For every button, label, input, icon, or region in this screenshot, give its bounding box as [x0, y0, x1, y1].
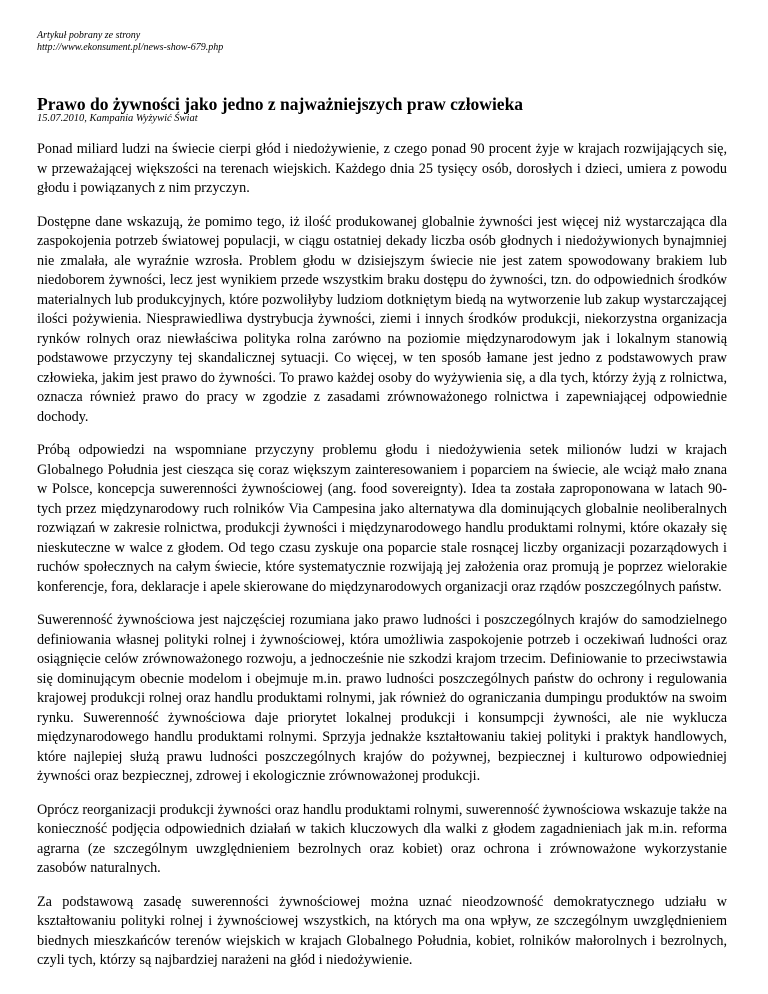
- document-page: [37, 30, 727, 985]
- paragraph-3: Próbą odpowiedzi na wspomniane przyczyny problemu głodu i niedożywienia setek milionów ludzi w krajach Globalnego Południa jest ciesząca się coraz większym zainteresowaniem i poparciem na świecie, ale wciąż mało znana w Polsce, koncepcja suwerenności żywnościowej (ang. food sovereignty). Idea ta została zaproponowana w latach 90-tych przez międzynarodowy ruch rolników Via Campesina jako alternatywa dla dominujących globalnie neoliberalnych rozwiązań w zakresie rolnictwa, produkcji żywności i międzynarodowego handlu produktami rolnymi, które okazały się nieskuteczne w walce z głodem. Od tego czasu zyskuje ona poparcie stale rosnącej liczby organizacji pozarządowych i ruchów społecznych na całym świecie, które systematycznie rozwijają jej założenia oraz promują je poprzez wielorakie konferencje, fora, deklaracje i apele skierowane do międzynarodowych organizacji oraz rządów poszczególnych państw.: [37, 442, 727, 595]
- source-label: Artykuł pobrany ze strony: [37, 30, 141, 41]
- paragraph-2: Dostępne dane wskazują, że pomimo tego, iż ilość produkowanej globalnie żywności jest więcej niż wystarczająca dla zaspokojenia potrzeb światowej populacji, w ciągu ostatniej dekady liczba osób głodnych i niedożywionych bynajmniej nie zmalała, ale wyraźnie wzrosła. Problem głodu w dzisiejszym świecie nie jest zatem spowodowany brakiem lub niedoborem żywności, lecz jest wynikiem przede wszystkim braku dostępu do żywności, tzn. do odpowiednich środków materialnych lub produkcyjnych, które pozwoliłyby ludziom dotkniętym biedą na wytworzenie lub zakup wystarczającej ilości pożywienia. Niesprawiedliwa dystrybucja żywności, ziemi i innych środków produkcji, niekorzystna organizacja rynków rolnych oraz niewłaściwa polityka rolna zarówno na poziomie międzynarodowym jak i lokalnym stanowią podstawowe przyczyny tej skandalicznej sytuacji. Co więcej, w ten sposób łamane jest jedno z podstawowych praw człowieka, jakim jest prawo do żywności. To prawo każdej osoby do wyżywienia się, a dla tych, którzy żyją z rolnictwa, oznacza również prawo do pracy w zgodzie z zasadami zrównoważonego rolnictwa i zapewniającej odpowiednie dochody.: [37, 213, 727, 425]
- article-body: [37, 140, 727, 971]
- paragraph-5: Oprócz reorganizacji produkcji żywności oraz handlu produktami rolnymi, suwerenność żywnościowa wskazuje także na konieczność podjęcia odpowiednich działań w takich kluczowych dla walki z głodem zagadnieniach jak m.in. reforma agrarna (ze szczególnym uwzględnieniem bezrolnych oraz kobiet) oraz ochrona i zrównoważone wykorzystanie zasobów naturalnych.: [37, 801, 727, 876]
- source-url: http://www.ekonsument.pl/news-show-679.php: [37, 42, 224, 53]
- article-meta: 15.07.2010, Kampania Wyżywić Świat: [37, 113, 198, 124]
- paragraph-1: Ponad miliard ludzi na świecie cierpi głód i niedożywienie, z czego ponad 90 procent żyje w krajach rozwijających się, w przeważającej większości na terenach wiejskich. Każdego dnia 25 tysięcy osób, dorosłych i dzieci, umiera z powodu głodu i powiązanych z nim przyczyn.: [37, 141, 727, 196]
- source-note: [37, 30, 727, 54]
- paragraph-4: Suwerenność żywnościowa jest najczęściej rozumiana jako prawo ludności i poszczególnych krajów do samodzielnego definiowania własnej polityki rolnej i żywnościowej, która umożliwia zaspokojenie potrzeb i oczekiwań ludności oraz osiągnięcie celów zrównoważonego rozwoju, a jednocześnie nie szkodzi krajom trzecim. Definiowanie to przeciwstawia się dominującym obecnie modelom i obejmuje m.in. prawo ludności poszczególnych państw do ochrony i regulowania krajowej produkcji rolnej oraz handlu produktami rolnymi, jak również do ograniczania dumpingu produktów na swoim rynku. Suwerenność żywnościowa daje priorytet lokalnej produkcji i konsumpcji żywności, ale nie wyklucza międzynarodowego handlu produktami rolnymi. Sprzyja jednakże kształtowaniu takiej polityki i praktyk handlowych, które najlepiej służą prawu ludności poszczególnych krajów do pożywnej, bezpiecznej i kulturowo odpowiedniej żywności oraz bezpiecznej, zdrowej i ekologicznie zrównoważonej produkcji.: [37, 612, 727, 784]
- article-title: Prawo do żywności jako jedno z najważniejszych praw człowieka: [37, 94, 524, 114]
- paragraph-6: Za podstawową zasadę suwerenności żywnościowej można uznać nieodzowność demokratycznego udziału w kształtowaniu polityki rolnej i żywnościowej wszystkich, na których ma ona wpływ, ze szczególnym uwzględnieniem biednych mieszkańców terenów wiejskich w krajach Globalnego Południa, kobiet, rolników małorolnych i bezrolnych, czyli tych, którzy są najbardziej narażeni na głód i niedożywienie.: [37, 893, 727, 968]
